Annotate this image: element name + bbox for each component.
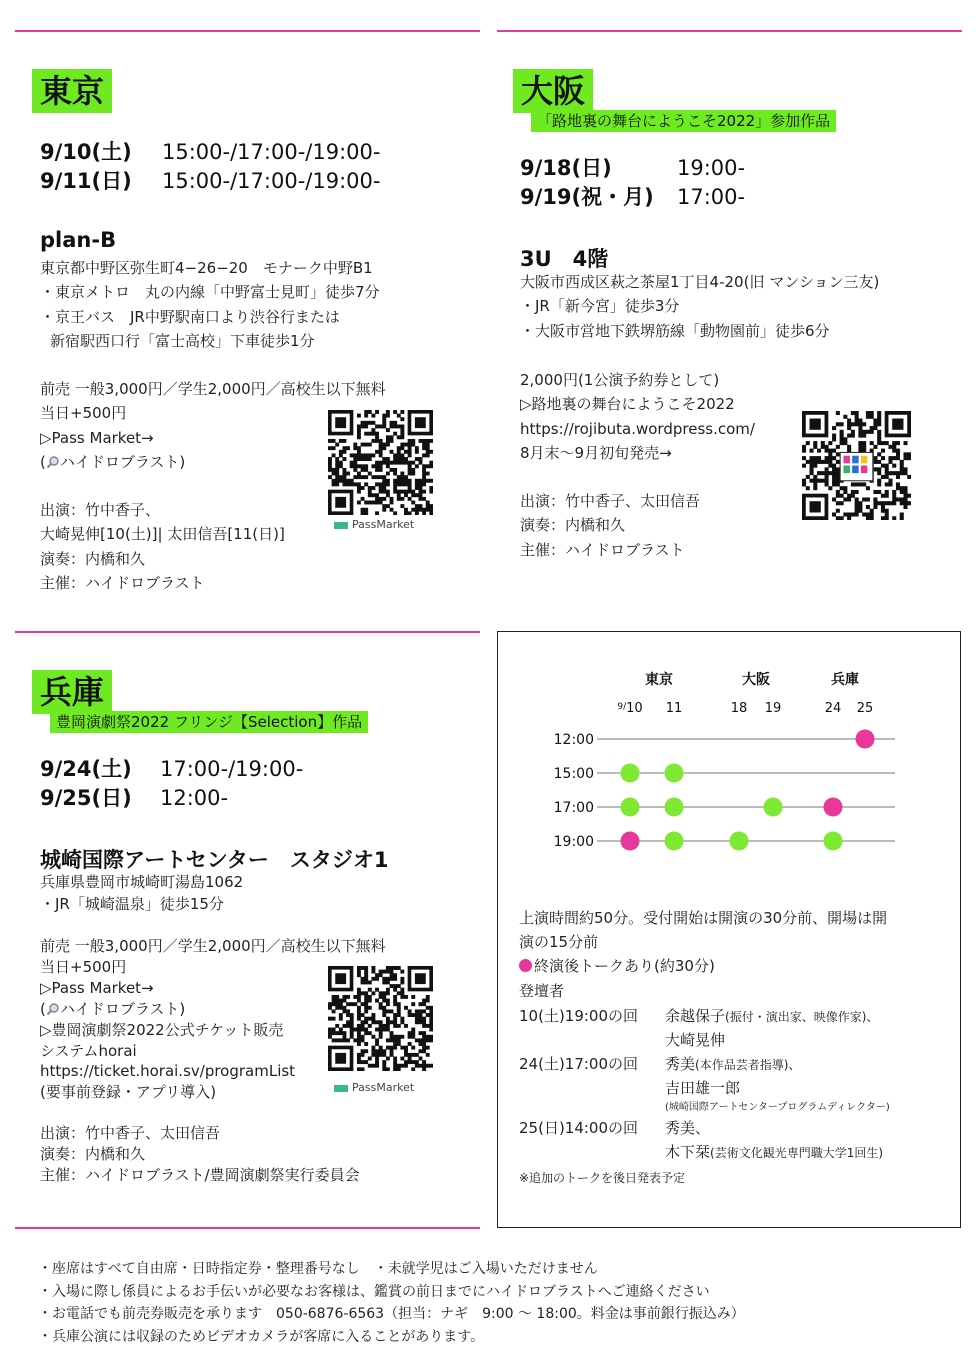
duration-info: 演の15分前 (519, 933, 599, 952)
talk-legend-text: 終演後トークあり(約30分) (534, 957, 715, 976)
cast: 出演：竹中香子、 (40, 501, 161, 519)
pass-market-logo (334, 1081, 414, 1094)
divider-line (497, 30, 962, 32)
search-icon (46, 450, 60, 474)
search-line: ( ハイドロブラスト) (40, 999, 186, 1018)
access-line: 新宿駅西口行「富士高校」下車徒歩1分 (50, 331, 315, 350)
show-dot (665, 764, 684, 783)
talk-show-dot (621, 832, 640, 851)
times: 15:00-/17:00-/19:00- (162, 140, 381, 164)
search-keyword: ハイドロブラスト) (59, 452, 186, 471)
show-dot (665, 832, 684, 851)
pass-market-logo-text: PassMarket (352, 518, 415, 531)
search-line: ( ハイドロブラスト) (40, 450, 386, 474)
times: 19:00- (677, 156, 746, 180)
osaka-access-block (520, 270, 879, 343)
search-keyword: ハイドロブラスト) (59, 999, 186, 1018)
times: 17:00- (677, 185, 746, 209)
date: 9/18(日) (520, 156, 612, 180)
divider-line (15, 1227, 480, 1229)
show-dot (621, 798, 640, 817)
ticket-note: (要事前登録・アプリ導入) (40, 1083, 217, 1102)
show-dot (730, 832, 749, 851)
talk-show-dot (824, 798, 843, 817)
schedule-info (519, 906, 887, 1003)
footer-notes (38, 1258, 745, 1348)
qr-code-osaka[interactable] (802, 411, 911, 520)
hyogo-dates (40, 755, 303, 813)
pass-market-mark-icon (334, 522, 348, 529)
access-line: ・JR「新今宮」徒歩3分 (520, 297, 680, 316)
host: 主催：ハイドロブラスト/豊岡演劇祭実行委員会 (40, 1166, 360, 1184)
door-price: 当日+500円 (40, 404, 127, 423)
access-line: ・京王バス JR中野駅南口より渋谷行または (40, 307, 340, 326)
pass-market-logo (334, 518, 414, 531)
show-dot (764, 798, 783, 817)
address: 兵庫県豊岡市城崎町湯島1062 (40, 873, 244, 891)
footer-note: ・お電話でも前売券販売を承ります 050-6876-6563（担当：ナギ 9:00 〜 18:00。料金は事前銀行振込み） (38, 1306, 745, 1322)
hyogo-city-label: 兵庫 (32, 670, 112, 714)
time-label: 19:00 (553, 834, 594, 850)
music: 演奏：内橋和久 (520, 516, 626, 535)
qr-code-tokyo[interactable] (328, 410, 433, 515)
city-header: 東京 (645, 672, 673, 688)
price: 前売 一般3,000円／学生2,000円／高校生以下無料 (40, 380, 386, 398)
day-label: 25 (856, 701, 874, 716)
times: 15:00-/17:00-/19:00- (162, 169, 381, 193)
hyogo-credits (40, 1123, 360, 1186)
pass-market-link[interactable]: ▷Pass Market→ (40, 978, 154, 997)
time-label: 17:00 (553, 800, 594, 816)
ticket-system: システムhorai (40, 1041, 137, 1060)
divider-line (15, 631, 480, 633)
pass-market-link[interactable]: ▷Pass Market→ (40, 428, 154, 447)
music: 演奏：内橋和久 (40, 1145, 146, 1163)
divider-line (15, 30, 480, 32)
osaka-dates (520, 154, 745, 212)
day-label: 18 (730, 701, 748, 716)
hyogo-subtitle: 豊岡演劇祭2022 フリンジ【Selection】作品 (50, 711, 368, 733)
time-label: 15:00 (553, 766, 594, 782)
address: 東京都中野区弥生町4−26−20 モナーク中野B1 (40, 259, 373, 277)
pass-market-logo-text: PassMarket (352, 1081, 415, 1094)
pass-market-mark-icon (334, 1085, 348, 1092)
price: 2,000円(1公演予約券として) (520, 371, 720, 389)
address: 大阪市西成区萩之茶屋1丁目4-20(旧 マンション三友) (520, 273, 880, 291)
day-label: 19 (764, 701, 782, 716)
city-header: 兵庫 (831, 672, 859, 688)
price: 前売 一般3,000円／学生2,000円／高校生以下無料 (40, 937, 386, 955)
guest-session: 10(土)19:00の回 (519, 1007, 639, 1025)
talk-note: ※追加のトークを後日発表予定 (519, 1171, 686, 1185)
cast: 出演：竹中香子、太田信吾 (520, 492, 701, 510)
day-label: 11 (665, 701, 683, 716)
osaka-ticket-block (520, 368, 755, 465)
times: 17:00-/19:00- (160, 757, 304, 781)
footer-note: ・兵庫公演には収録のためビデオカメラが客席に入ることがあります。 (38, 1328, 485, 1345)
guest-name: 秀美、 (665, 1119, 711, 1137)
host: 主催：ハイドロブラスト (520, 540, 685, 559)
talk-dot-icon (519, 959, 532, 972)
door-price: 当日+500円 (40, 957, 127, 976)
osaka-venue: 3U 4階 (520, 247, 609, 271)
guest-name: 余越保子(振付・演出家、映像作家)、 (665, 1007, 879, 1025)
date: 9/10(土) (40, 140, 132, 164)
sale-period: 8月末〜9月初旬発売→ (520, 443, 672, 462)
osaka-subtitle: 「路地裏の舞台にようこそ2022」参加作品 (531, 110, 836, 132)
date: 9/24(土) (40, 757, 132, 781)
date: 9/11(日) (40, 169, 132, 193)
duration-info: 上演時間約50分。受付開始は開演の30分前、開場は開 (519, 909, 888, 927)
access-line: ・大阪市営地下鉄堺筋線「動物園前」徒歩6分 (520, 321, 830, 340)
hyogo-venue: 城崎国際アートセンター スタジオ1 (40, 848, 389, 872)
talk-show-dot (856, 730, 875, 749)
tokyo-city-label: 東京 (32, 69, 112, 113)
time-label: 12:00 (553, 732, 594, 748)
tokyo-credits (40, 498, 285, 595)
times: 12:00- (160, 786, 229, 810)
guest-name: 木下栞(芸術文化観光専門職大学1回生) (665, 1143, 884, 1161)
day-label: $^{9/}$10 (617, 701, 643, 716)
qr-code-hyogo[interactable] (328, 966, 433, 1071)
access-line: ・JR「城崎温泉」徒歩15分 (40, 894, 224, 913)
guest-name: 大崎晃伸 (665, 1031, 726, 1049)
access-line: ・東京メトロ 丸の内線「中野富士見町」徒歩7分 (40, 283, 380, 302)
footer-note: ・座席はすべて自由席・日時指定券・整理番号なし ・未就学児はご入場いただけません (38, 1261, 598, 1277)
ticket-url[interactable]: https://rojibuta.wordpress.com/ (520, 419, 755, 438)
osaka-credits (520, 489, 700, 562)
ticket-url[interactable]: https://ticket.horai.sv/programList (40, 1062, 296, 1081)
day-label: 24 (824, 701, 842, 716)
talk-legend (519, 954, 887, 978)
cast: 出演：竹中香子、太田信吾 (40, 1124, 221, 1142)
hyogo-access-block (40, 872, 243, 915)
show-dot (665, 798, 684, 817)
host: 主催：ハイドロブラスト (40, 573, 205, 592)
show-dot (621, 764, 640, 783)
tokyo-access-block (40, 256, 380, 353)
guest-session: 25(日)14:00の回 (519, 1119, 639, 1137)
date: 9/25(日) (40, 786, 132, 810)
guests-title: 登壇者 (519, 981, 565, 1000)
schedule-chart (497, 631, 961, 891)
official-ticket: ▷豊岡演劇祭2022公式チケット販売 (40, 1020, 284, 1039)
guest-name: 吉田雄一郎 (城崎国際アートセンタープログラムディレクター) (665, 1079, 890, 1113)
cast: 大崎晃伸[10(土)]| 太田信吾[11(日)] (40, 525, 285, 544)
city-header: 大阪 (742, 672, 770, 688)
guest-session: 24(土)17:00の回 (519, 1055, 639, 1073)
music: 演奏：内橋和久 (40, 549, 146, 568)
show-dot (824, 832, 843, 851)
osaka-city-label: 大阪 (513, 69, 593, 113)
footer-note: ・入場に際し係員によるお手伝いが必要なお客様は、鑑賞の前日までにハイドロブラストへご連絡ください (38, 1283, 710, 1300)
ticket-info: ▷路地裏の舞台にようこそ2022 (520, 395, 735, 414)
tokyo-venue: plan-B (40, 228, 117, 252)
search-icon (46, 999, 60, 1020)
guest-name: 秀美(本作品芸者指導)、 (665, 1055, 801, 1073)
tokyo-dates (40, 138, 380, 196)
date: 9/19(祝・月) (520, 185, 654, 209)
